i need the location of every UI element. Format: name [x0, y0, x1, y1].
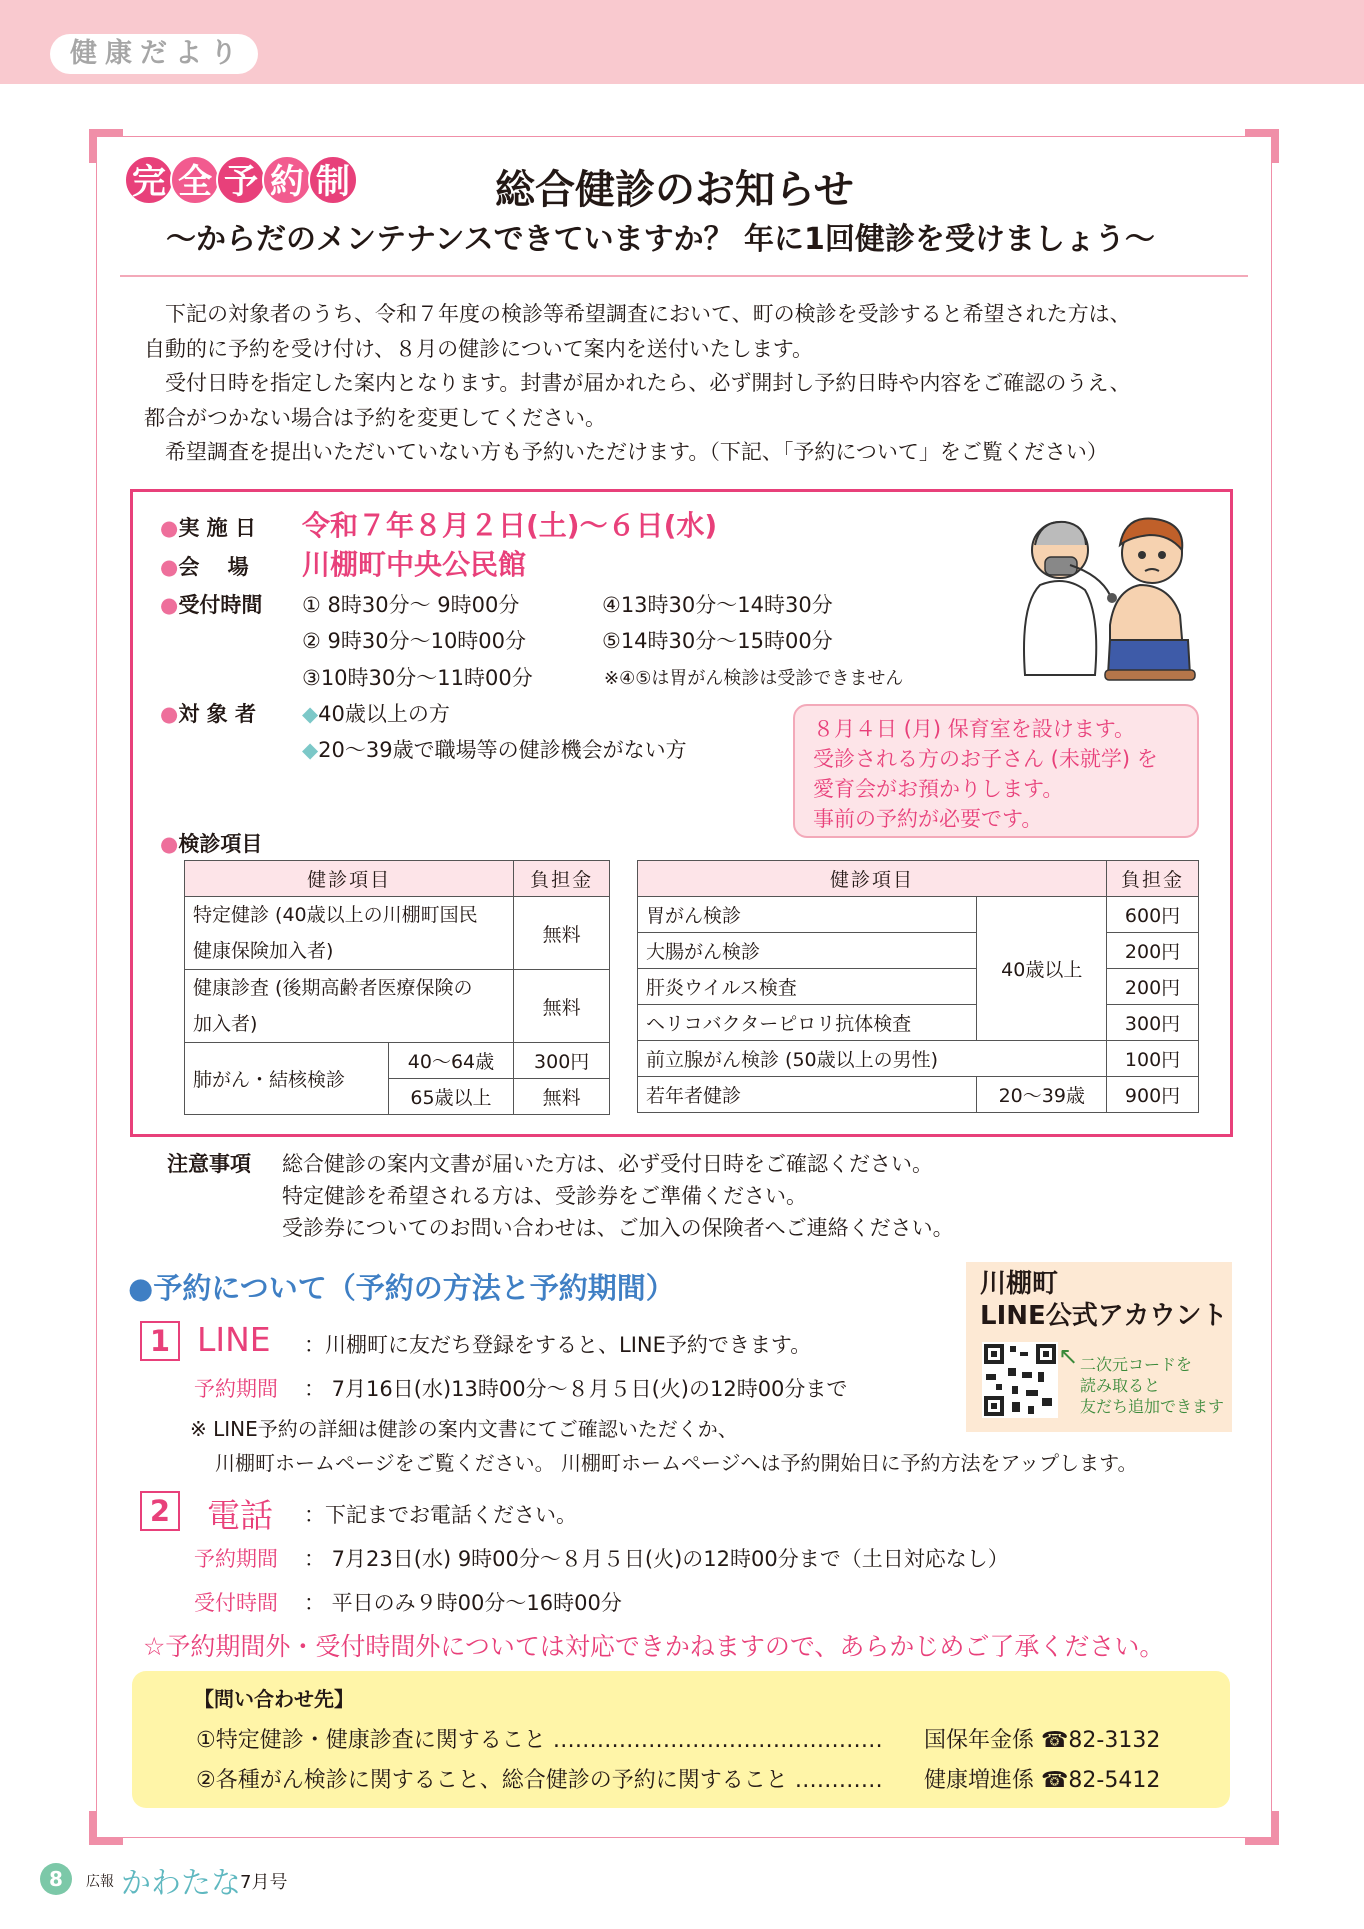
table-cell: 無料 [514, 970, 610, 1043]
section-label: 健康だより [50, 34, 258, 74]
contact-label: ②各種がん検診に関すること、総合健診の予約に関すること ………… [196, 1768, 883, 1793]
table-row [638, 897, 1199, 933]
table-cell: 胃がん検診 [638, 897, 977, 933]
nursery-line: 受診される方のお子さん (未就学) を [813, 747, 1158, 771]
table-cell: 300円 [1107, 1005, 1199, 1041]
qr-note: 二次元コードを 読み取ると 友だち追加できます [1080, 1355, 1225, 1416]
nursery-line: 事前の予約が必要です。 [813, 807, 1043, 831]
footer-month: 7月号 [240, 1872, 288, 1893]
target-item: ◆40歳以上の方 [302, 702, 450, 726]
fee-table-right [637, 860, 1199, 1113]
reservation-only-badge [124, 155, 354, 205]
line-note: 川棚町ホームページをご覧ください。 川棚町ホームページへは予約開始日に予約方法をアップします。 [215, 1451, 1138, 1475]
phone-description: ：下記までお電話ください。 [304, 1503, 577, 1527]
fee-table-left [184, 860, 610, 1115]
note-line: 特定健診を希望される方は、受診券をご準備ください。 [282, 1184, 807, 1208]
exam-venue: 川棚町中央公民館 [302, 548, 527, 581]
period-label: 予約期間 [194, 1377, 278, 1401]
intro-line: 都合がつかない場合は予約を変更してください。 [144, 405, 606, 430]
frame-corner [1245, 129, 1279, 163]
line-account-title: 川棚町 LINE公式アカウント [980, 1269, 1228, 1331]
phone-period: ： 7月23日(水) 9時00分～８月５日(火)の12時00分まで（土日対応なし） [304, 1547, 1009, 1571]
table-cell: 大腸がん検診 [638, 933, 977, 969]
step-number: 1 [140, 1321, 180, 1361]
table-cell: 肺がん・結核検診 [185, 1043, 389, 1115]
target-item: ◆20～39歳で職場等の健診機会がない方 [302, 738, 687, 762]
badge-char: 予 [216, 155, 266, 205]
venue-label: ●会 場 [160, 555, 249, 579]
table-row [638, 933, 1199, 969]
intro-text [144, 297, 1244, 470]
time-slot: ④13時30分～14時30分 [602, 593, 833, 617]
note-line: 総合健診の案内文書が届いた方は、必ず受付日時をご確認ください。 [282, 1152, 933, 1176]
table-cell: 特定健診 (40歳以上の川棚町国民 健康保険加入者) [185, 897, 514, 970]
contact-label: ①特定健診・健康診査に関すること ……………………………………… [196, 1728, 883, 1753]
table-row [638, 1077, 1199, 1113]
footer-brand: かわたな [121, 1866, 241, 1901]
table-cell: 40～64歳 [388, 1043, 514, 1079]
hours-label: 受付時間 [194, 1591, 278, 1615]
badge-char: 全 [170, 155, 220, 205]
table-cell: 肝炎ウイルス検査 [638, 969, 977, 1005]
period-label: 予約期間 [194, 1547, 278, 1571]
diamond-icon: ◆ [302, 702, 319, 726]
doctor-patient-illustration [1010, 505, 1200, 685]
table-cell: 若年者健診 [638, 1077, 977, 1113]
table-cell: 200円 [1107, 933, 1199, 969]
table-row [638, 1005, 1199, 1041]
table-cell: 65歳以上 [388, 1079, 514, 1115]
qr-code-icon[interactable] [982, 1342, 1058, 1418]
divider [120, 275, 1248, 277]
contact-dept: 国保年金係 ☎82-3132 [924, 1728, 1161, 1753]
page-title: 総合健診のお知らせ [495, 167, 854, 213]
footer-label: 広報 [86, 1874, 114, 1890]
table-row [638, 969, 1199, 1005]
items-label: ●検診項目 [160, 832, 263, 856]
table-cell: 無料 [514, 1079, 610, 1115]
line-note: ※ LINE予約の詳細は健診の案内文書にてご確認いただくか、 [190, 1417, 738, 1441]
diamond-icon: ◆ [302, 738, 319, 762]
page-number: 8 [40, 1863, 72, 1895]
table-header: 負担金 [514, 861, 610, 897]
page-subtitle: ～からだのメンテナンスできていますか？ 年に1回健診を受けましょう～ [166, 222, 1155, 257]
arrow-icon: ↖ [1058, 1342, 1079, 1370]
line-description: ：川棚町に友だち登録をすると、LINE予約できます。 [304, 1333, 812, 1357]
nursery-line: 愛育会がお預かりします。 [813, 777, 1064, 801]
table-cell: 20～39歳 [977, 1077, 1107, 1113]
contact-title: 【問い合わせ先】 [194, 1687, 354, 1711]
slot-note: ※④⑤は胃がん検診は受診できません [604, 668, 904, 689]
note-line: 受診券についてのお問い合わせは、ご加入の保険者へご連絡ください。 [282, 1216, 954, 1240]
phone-hours: ： 平日のみ９時00分～16時00分 [304, 1591, 622, 1615]
table-cell: 健康診査 (後期高齢者医療保険の 加入者) [185, 970, 514, 1043]
time-slot: ⑤14時30分～15時00分 [602, 629, 833, 653]
table-row [185, 1043, 610, 1079]
time-slot: ③10時30分～11時00分 [302, 666, 533, 690]
reservation-heading: ●予約について（予約の方法と予約期間） [128, 1271, 675, 1305]
date-label: ●実 施 日 [160, 516, 256, 540]
intro-line: 下記の対象者のうち、令和７年度の検診等希望調査において、町の検診を受診すると希望された方は、 [165, 302, 1131, 326]
contact-dept: 健康増進係 ☎82-5412 [924, 1768, 1161, 1793]
line-account-box [966, 1262, 1232, 1432]
nursery-line: ８月４日 (月) 保育室を設けます。 [813, 717, 1136, 741]
table-row [638, 1041, 1199, 1077]
target-label: ●対 象 者 [160, 702, 256, 726]
intro-line: 自動的に予約を受け付け、８月の健診について案内を送付いたします。 [144, 336, 814, 361]
step-number: 2 [140, 1491, 180, 1531]
table-cell: 300円 [514, 1043, 610, 1079]
table-cell: ヘリコバクターピロリ抗体検査 [638, 1005, 977, 1041]
table-header: 負担金 [1107, 861, 1199, 897]
badge-char: 制 [308, 155, 358, 205]
line-period: ： 7月16日(水)13時00分～８月５日(火)の12時00分まで [304, 1377, 848, 1401]
intro-line: 受付日時を指定した案内となります。封書が届かれたら、必ず開封し予約日時や内容をご確認のうえ、 [165, 371, 1131, 396]
table-row [185, 970, 610, 1043]
table-header: 健診項目 [185, 861, 514, 897]
time-slot: ① 8時30分～ 9時00分 [302, 593, 520, 617]
badge-char: 完 [124, 155, 174, 205]
table-cell: 無料 [514, 897, 610, 970]
frame-corner [1245, 1811, 1279, 1845]
table-row [185, 897, 610, 970]
frame-corner [89, 1811, 123, 1845]
table-cell: 100円 [1107, 1041, 1199, 1077]
table-header: 健診項目 [638, 861, 1107, 897]
nursery-notice [793, 704, 1199, 838]
frame-corner [89, 129, 123, 163]
method-phone: 電話 [207, 1496, 273, 1535]
contact-box [132, 1671, 1230, 1808]
bullet-icon: ● [128, 1271, 154, 1305]
reception-label: ●受付時間 [160, 593, 263, 617]
table-cell: 600円 [1107, 897, 1199, 933]
method-line: LINE [197, 1320, 271, 1359]
table-cell: 200円 [1107, 969, 1199, 1005]
table-cell: 40歳以上 [977, 897, 1107, 1041]
exam-date: 令和７年８月２日(土)～６日(水) [302, 509, 718, 542]
intro-line: 希望調査を提出いただいていない方も予約いただけます。（下記、「予約について」をご覧ください） [165, 440, 1108, 465]
badge-char: 約 [262, 155, 312, 205]
table-cell: 900円 [1107, 1077, 1199, 1113]
warning-text: ☆予約期間外・受付時間外については対応できかねますので、あらかじめご了承ください。 [143, 1632, 1165, 1661]
notes-label: 注意事項 [167, 1152, 251, 1176]
time-slot: ② 9時30分～10時00分 [302, 629, 527, 653]
table-cell: 前立腺がん検診 (50歳以上の男性) [638, 1041, 1107, 1077]
